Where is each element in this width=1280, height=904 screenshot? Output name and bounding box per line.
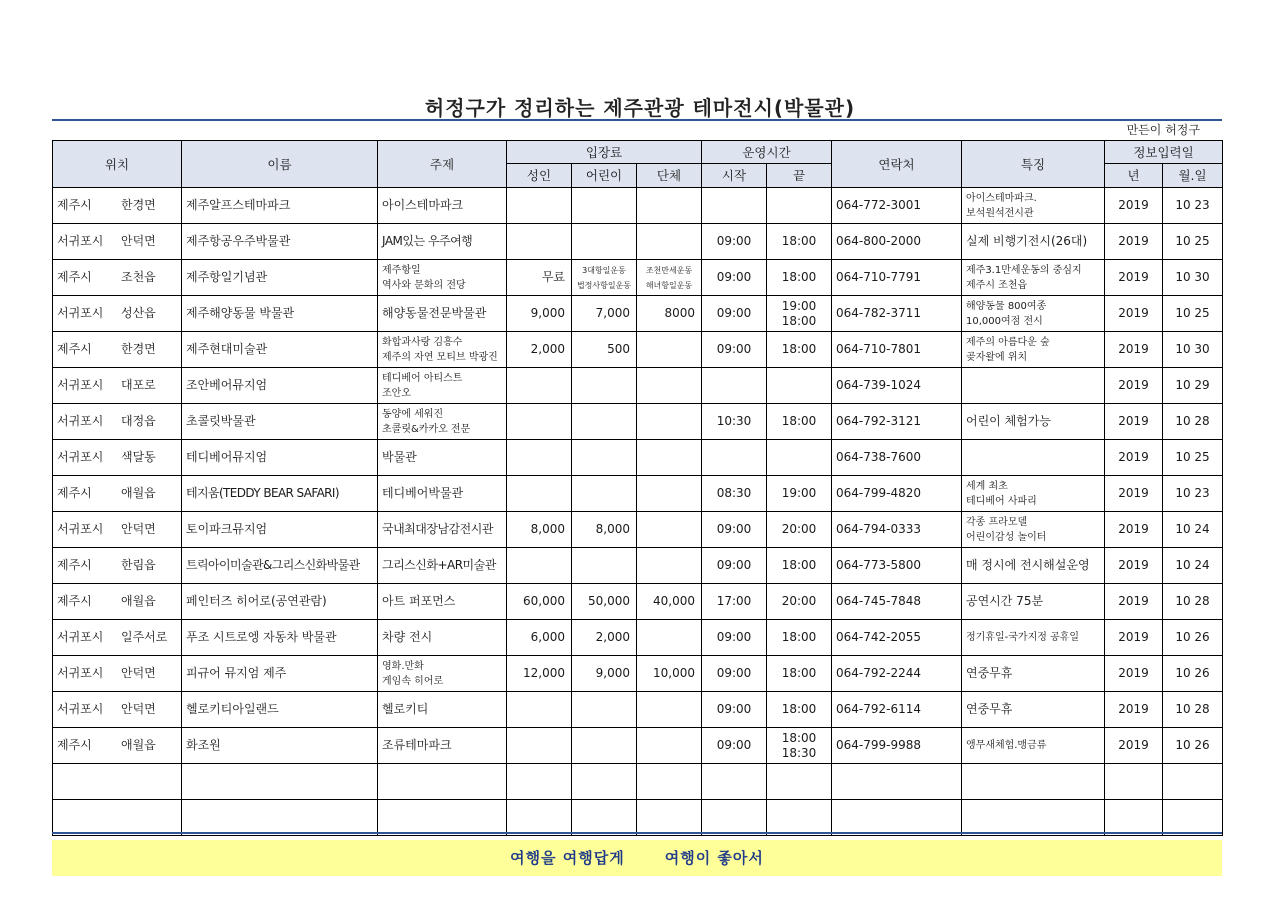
cell-contact: 064-792-2244 xyxy=(832,656,962,692)
cell-fee-adult xyxy=(507,548,572,584)
cell-theme: 테디베어박물관 xyxy=(378,476,507,512)
empty-cell xyxy=(378,800,507,836)
header-feature: 특징 xyxy=(962,141,1105,188)
header-fee-group: 단체 xyxy=(637,164,702,188)
cell-year: 2019 xyxy=(1105,404,1163,440)
empty-cell xyxy=(702,764,767,800)
location-town: 대정읍 xyxy=(121,414,156,428)
cell-contact: 064-799-4820 xyxy=(832,476,962,512)
cell-monthday: 10 26 xyxy=(1163,728,1223,764)
cell-hours-end xyxy=(767,368,832,404)
cell-fee-child xyxy=(572,188,637,224)
empty-cell xyxy=(962,764,1105,800)
cell-hours-end: 18:00 xyxy=(767,548,832,584)
location-city: 제주시 xyxy=(57,486,92,500)
empty-cell xyxy=(182,764,378,800)
cell-year: 2019 xyxy=(1105,512,1163,548)
author-label: 만든이 허정구 xyxy=(1126,123,1200,137)
table-row xyxy=(53,548,1223,584)
cell-feature: 연중무휴 xyxy=(962,692,1105,728)
empty-cell xyxy=(572,800,637,836)
cell-theme: 조류테마파크 xyxy=(378,728,507,764)
table-row xyxy=(53,476,1223,512)
empty-cell xyxy=(1163,764,1223,800)
cell-fee-child xyxy=(572,368,637,404)
cell-monthday: 10 29 xyxy=(1163,368,1223,404)
table-row xyxy=(53,404,1223,440)
location-town: 안덕면 xyxy=(121,666,156,680)
cell-location xyxy=(53,224,182,260)
cell-hours-start xyxy=(702,368,767,404)
cell-hours-start: 09:00 xyxy=(702,656,767,692)
cell-monthday: 10 28 xyxy=(1163,404,1223,440)
cell-fee-group xyxy=(637,548,702,584)
location-city: 서귀포시 xyxy=(57,630,104,644)
cell-hours-end: 18:00 18:30 xyxy=(767,728,832,764)
cell-fee-group: 10,000 xyxy=(637,656,702,692)
location-town: 애월읍 xyxy=(121,486,156,500)
cell-fee-child: 3대항일운동 법정사항일운동 xyxy=(572,260,637,296)
header-year: 년 xyxy=(1105,164,1163,188)
location-city: 제주시 xyxy=(57,558,92,572)
cell-location xyxy=(53,260,182,296)
table-row xyxy=(53,440,1223,476)
cell-theme: 화합과사랑 김흥수 제주의 자연 모티브 박광진 xyxy=(378,332,507,368)
cell-hours-start: 09:00 xyxy=(702,296,767,332)
cell-location xyxy=(53,188,182,224)
cell-monthday: 10 23 xyxy=(1163,476,1223,512)
table-row xyxy=(53,368,1223,404)
table-row xyxy=(53,584,1223,620)
location-town: 안덕면 xyxy=(121,702,156,716)
cell-name: 제주항일기념관 xyxy=(182,260,378,296)
cell-fee-child: 50,000 xyxy=(572,584,637,620)
page-title: 허정구가 정리하는 제주관광 테마전시(박물관) xyxy=(424,96,856,120)
cell-theme: 아트 퍼포먼스 xyxy=(378,584,507,620)
cell-contact: 064-710-7801 xyxy=(832,332,962,368)
bottom-divider xyxy=(52,832,1222,834)
cell-fee-child xyxy=(572,728,637,764)
cell-name: 조안베어뮤지엄 xyxy=(182,368,378,404)
empty-row xyxy=(53,800,1223,836)
cell-fee-group xyxy=(637,224,702,260)
location-city: 서귀포시 xyxy=(57,666,104,680)
cell-fee-child xyxy=(572,692,637,728)
empty-cell xyxy=(53,764,182,800)
cell-feature: 아이스테마파크. 보석원석전시관 xyxy=(962,188,1105,224)
cell-fee-adult xyxy=(507,476,572,512)
location-city: 서귀포시 xyxy=(57,306,104,320)
location-town: 조천읍 xyxy=(121,270,156,284)
cell-hours-end: 19:00 18:00 xyxy=(767,296,832,332)
cell-year: 2019 xyxy=(1105,656,1163,692)
table-row xyxy=(53,512,1223,548)
location-town: 일주서로 xyxy=(121,630,168,644)
cell-fee-group: 조천만세운동 해녀항일운동 xyxy=(637,260,702,296)
cell-hours-start: 09:00 xyxy=(702,260,767,296)
cell-fee-adult xyxy=(507,440,572,476)
museum-table xyxy=(52,140,1223,836)
cell-year: 2019 xyxy=(1105,692,1163,728)
table-row xyxy=(53,728,1223,764)
cell-fee-child: 500 xyxy=(572,332,637,368)
cell-monthday: 10 24 xyxy=(1163,512,1223,548)
cell-name: 토이파크뮤지엄 xyxy=(182,512,378,548)
cell-fee-group xyxy=(637,728,702,764)
cell-hours-start: 17:00 xyxy=(702,584,767,620)
location-town: 한경면 xyxy=(121,342,156,356)
cell-theme: 차량 전시 xyxy=(378,620,507,656)
cell-hours-end xyxy=(767,188,832,224)
cell-name: 화조원 xyxy=(182,728,378,764)
cell-hours-start: 09:00 xyxy=(702,512,767,548)
cell-feature: 연중무휴 xyxy=(962,656,1105,692)
cell-feature: 매 정시에 전시해설운영 xyxy=(962,548,1105,584)
cell-theme: JAM있는 우주여행 xyxy=(378,224,507,260)
cell-monthday: 10 23 xyxy=(1163,188,1223,224)
cell-fee-adult: 6,000 xyxy=(507,620,572,656)
cell-hours-end: 18:00 xyxy=(767,404,832,440)
footer-slogan-left: 여행을 여행답게 xyxy=(510,849,625,867)
cell-hours-end: 18:00 xyxy=(767,224,832,260)
table-row xyxy=(53,224,1223,260)
cell-fee-adult xyxy=(507,224,572,260)
cell-fee-group xyxy=(637,332,702,368)
location-town: 애월읍 xyxy=(121,594,156,608)
cell-location xyxy=(53,296,182,332)
header-fee-adult: 성인 xyxy=(507,164,572,188)
cell-name: 제주알프스테마파크 xyxy=(182,188,378,224)
empty-cell xyxy=(507,764,572,800)
location-city: 제주시 xyxy=(57,270,92,284)
header-theme: 주제 xyxy=(378,141,507,188)
location-town: 성산읍 xyxy=(121,306,156,320)
cell-feature: 실제 비행기전시(26대) xyxy=(962,224,1105,260)
cell-monthday: 10 26 xyxy=(1163,656,1223,692)
cell-theme: 그리스신화+AR미술관 xyxy=(378,548,507,584)
cell-fee-group xyxy=(637,512,702,548)
cell-feature xyxy=(962,440,1105,476)
cell-name: 테디베어뮤지엄 xyxy=(182,440,378,476)
cell-fee-adult: 2,000 xyxy=(507,332,572,368)
cell-hours-start: 10:30 xyxy=(702,404,767,440)
cell-feature: 제주3.1만세운동의 중심지 제주시 조천읍 xyxy=(962,260,1105,296)
cell-hours-end: 20:00 xyxy=(767,584,832,620)
cell-hours-start: 09:00 xyxy=(702,728,767,764)
cell-theme: 해양동물전문박물관 xyxy=(378,296,507,332)
cell-name: 제주해양동물 박물관 xyxy=(182,296,378,332)
table-row xyxy=(53,692,1223,728)
cell-contact: 064-742-2055 xyxy=(832,620,962,656)
cell-monthday: 10 25 xyxy=(1163,440,1223,476)
cell-fee-group xyxy=(637,476,702,512)
table-row xyxy=(53,188,1223,224)
cell-year: 2019 xyxy=(1105,368,1163,404)
cell-location xyxy=(53,332,182,368)
table-row xyxy=(53,332,1223,368)
cell-fee-child xyxy=(572,548,637,584)
cell-contact: 064-794-0333 xyxy=(832,512,962,548)
cell-theme: 테디베어 아티스트 조안오 xyxy=(378,368,507,404)
cell-fee-adult: 60,000 xyxy=(507,584,572,620)
cell-year: 2019 xyxy=(1105,188,1163,224)
cell-monthday: 10 25 xyxy=(1163,224,1223,260)
cell-location xyxy=(53,404,182,440)
cell-contact: 064-792-3121 xyxy=(832,404,962,440)
table-body xyxy=(53,188,1223,836)
header-info-date: 정보입력일 xyxy=(1105,141,1223,164)
cell-location xyxy=(53,368,182,404)
cell-fee-child xyxy=(572,476,637,512)
cell-fee-group xyxy=(637,368,702,404)
cell-year: 2019 xyxy=(1105,548,1163,584)
cell-fee-group xyxy=(637,692,702,728)
table-row xyxy=(53,620,1223,656)
cell-hours-end: 18:00 xyxy=(767,692,832,728)
cell-year: 2019 xyxy=(1105,620,1163,656)
empty-cell xyxy=(182,800,378,836)
cell-fee-adult xyxy=(507,728,572,764)
cell-fee-group: 40,000 xyxy=(637,584,702,620)
cell-hours-start: 08:30 xyxy=(702,476,767,512)
empty-cell xyxy=(572,764,637,800)
cell-fee-group xyxy=(637,188,702,224)
cell-location xyxy=(53,728,182,764)
location-town: 색달동 xyxy=(121,450,156,464)
cell-theme: 영화.만화 게임속 히어로 xyxy=(378,656,507,692)
cell-year: 2019 xyxy=(1105,440,1163,476)
cell-location xyxy=(53,440,182,476)
cell-feature: 앵무새체험.맹금류 xyxy=(962,728,1105,764)
cell-name: 헬로키티아일랜드 xyxy=(182,692,378,728)
cell-location xyxy=(53,656,182,692)
location-city: 서귀포시 xyxy=(57,522,104,536)
cell-theme: 헬로키티 xyxy=(378,692,507,728)
cell-year: 2019 xyxy=(1105,476,1163,512)
cell-monthday: 10 24 xyxy=(1163,548,1223,584)
location-town: 애월읍 xyxy=(121,738,156,752)
header-fee-child: 어린이 xyxy=(572,164,637,188)
location-town: 한림읍 xyxy=(121,558,156,572)
empty-cell xyxy=(1105,800,1163,836)
cell-location xyxy=(53,476,182,512)
cell-hours-start: 09:00 xyxy=(702,332,767,368)
empty-cell xyxy=(832,800,962,836)
cell-name: 푸조 시트로엥 자동차 박물관 xyxy=(182,620,378,656)
table-row xyxy=(53,656,1223,692)
empty-cell xyxy=(767,800,832,836)
cell-contact: 064-792-6114 xyxy=(832,692,962,728)
cell-fee-adult: 8,000 xyxy=(507,512,572,548)
empty-row xyxy=(53,764,1223,800)
cell-year: 2019 xyxy=(1105,584,1163,620)
cell-name: 피규어 뮤지엄 제주 xyxy=(182,656,378,692)
cell-theme: 국내최대장남감전시관 xyxy=(378,512,507,548)
empty-cell xyxy=(1105,764,1163,800)
empty-cell xyxy=(1163,800,1223,836)
cell-monthday: 10 28 xyxy=(1163,692,1223,728)
empty-cell xyxy=(702,800,767,836)
cell-year: 2019 xyxy=(1105,728,1163,764)
title-divider xyxy=(52,119,1222,121)
cell-year: 2019 xyxy=(1105,296,1163,332)
cell-fee-child: 2,000 xyxy=(572,620,637,656)
location-city: 서귀포시 xyxy=(57,234,104,248)
cell-hours-start xyxy=(702,188,767,224)
cell-fee-adult xyxy=(507,368,572,404)
cell-name: 테지움(TEDDY BEAR SAFARI) xyxy=(182,476,378,512)
empty-cell xyxy=(53,800,182,836)
cell-theme: 아이스테마파크 xyxy=(378,188,507,224)
cell-fee-child: 9,000 xyxy=(572,656,637,692)
cell-contact: 064-800-2000 xyxy=(832,224,962,260)
header-name: 이름 xyxy=(182,141,378,188)
empty-cell xyxy=(507,800,572,836)
cell-fee-child xyxy=(572,404,637,440)
cell-contact: 064-772-3001 xyxy=(832,188,962,224)
cell-monthday: 10 26 xyxy=(1163,620,1223,656)
cell-location xyxy=(53,512,182,548)
cell-contact: 064-710-7791 xyxy=(832,260,962,296)
cell-hours-end: 18:00 xyxy=(767,260,832,296)
cell-year: 2019 xyxy=(1105,224,1163,260)
header-monthday: 월.일 xyxy=(1163,164,1223,188)
location-city: 제주시 xyxy=(57,738,92,752)
cell-hours-start xyxy=(702,440,767,476)
location-city: 서귀포시 xyxy=(57,702,104,716)
location-city: 제주시 xyxy=(57,342,92,356)
cell-contact: 064-773-5800 xyxy=(832,548,962,584)
header-contact: 연락처 xyxy=(832,141,962,188)
cell-hours-start: 09:00 xyxy=(702,692,767,728)
location-town: 안덕면 xyxy=(121,234,156,248)
cell-fee-group: 8000 xyxy=(637,296,702,332)
table-row xyxy=(53,260,1223,296)
location-town: 안덕면 xyxy=(121,522,156,536)
cell-hours-end xyxy=(767,440,832,476)
empty-cell xyxy=(378,764,507,800)
header-hours-start: 시작 xyxy=(702,164,767,188)
cell-monthday: 10 30 xyxy=(1163,260,1223,296)
footer-banner xyxy=(52,840,1222,876)
cell-year: 2019 xyxy=(1105,332,1163,368)
location-city: 서귀포시 xyxy=(57,450,104,464)
cell-fee-adult: 12,000 xyxy=(507,656,572,692)
cell-theme: 제주항일 역사와 문화의 전당 xyxy=(378,260,507,296)
location-city: 서귀포시 xyxy=(57,378,104,392)
cell-fee-group xyxy=(637,620,702,656)
cell-fee-adult: 9,000 xyxy=(507,296,572,332)
cell-fee-child: 8,000 xyxy=(572,512,637,548)
footer-slogan-right: 여행이 좋아서 xyxy=(664,849,764,867)
cell-feature: 해양동물 800여종 10,000여점 전시 xyxy=(962,296,1105,332)
cell-hours-end: 19:00 xyxy=(767,476,832,512)
cell-contact: 064-738-7600 xyxy=(832,440,962,476)
empty-cell xyxy=(637,800,702,836)
cell-hours-end: 20:00 xyxy=(767,512,832,548)
cell-hours-end: 18:00 xyxy=(767,620,832,656)
cell-feature: 어린이 체험가능 xyxy=(962,404,1105,440)
cell-fee-adult xyxy=(507,404,572,440)
cell-monthday: 10 28 xyxy=(1163,584,1223,620)
header-fee: 입장료 xyxy=(507,141,702,164)
cell-hours-end: 18:00 xyxy=(767,656,832,692)
empty-cell xyxy=(832,764,962,800)
cell-location xyxy=(53,620,182,656)
cell-fee-adult xyxy=(507,188,572,224)
cell-feature: 정기휴일-국가지정 공휴일 xyxy=(962,620,1105,656)
cell-name: 제주항공우주박물관 xyxy=(182,224,378,260)
cell-hours-start: 09:00 xyxy=(702,548,767,584)
cell-location xyxy=(53,548,182,584)
cell-feature: 제주의 아름다운 숲 곶자왈에 위치 xyxy=(962,332,1105,368)
cell-fee-group xyxy=(637,440,702,476)
cell-feature: 각종 프라모델 어린이감성 놀이터 xyxy=(962,512,1105,548)
cell-fee-child: 7,000 xyxy=(572,296,637,332)
cell-contact: 064-745-7848 xyxy=(832,584,962,620)
cell-fee-adult xyxy=(507,692,572,728)
cell-feature xyxy=(962,368,1105,404)
empty-cell xyxy=(767,764,832,800)
cell-monthday: 10 25 xyxy=(1163,296,1223,332)
cell-feature: 세계 최초 테디베어 사파리 xyxy=(962,476,1105,512)
cell-name: 초콜릿박물관 xyxy=(182,404,378,440)
cell-feature: 공연시간 75분 xyxy=(962,584,1105,620)
empty-cell xyxy=(637,764,702,800)
cell-fee-group xyxy=(637,404,702,440)
cell-contact: 064-799-9988 xyxy=(832,728,962,764)
cell-location xyxy=(53,692,182,728)
header-location: 위치 xyxy=(53,141,182,188)
location-city: 제주시 xyxy=(57,198,92,212)
header-hours-end: 끝 xyxy=(767,164,832,188)
cell-theme: 박물관 xyxy=(378,440,507,476)
cell-location xyxy=(53,584,182,620)
cell-name: 페인터즈 히어로(공연관람) xyxy=(182,584,378,620)
cell-contact: 064-739-1024 xyxy=(832,368,962,404)
empty-cell xyxy=(962,800,1105,836)
header-hours: 운영시간 xyxy=(702,141,832,164)
cell-fee-child xyxy=(572,224,637,260)
cell-monthday: 10 30 xyxy=(1163,332,1223,368)
cell-name: 제주현대미술관 xyxy=(182,332,378,368)
cell-year: 2019 xyxy=(1105,260,1163,296)
cell-contact: 064-782-3711 xyxy=(832,296,962,332)
cell-hours-start: 09:00 xyxy=(702,620,767,656)
location-city: 제주시 xyxy=(57,594,92,608)
location-town: 대포로 xyxy=(121,378,156,392)
table-row xyxy=(53,296,1223,332)
location-city: 서귀포시 xyxy=(57,414,104,428)
cell-theme: 동양에 세워진 초콜릿&카카오 전문 xyxy=(378,404,507,440)
cell-fee-child xyxy=(572,440,637,476)
cell-fee-adult: 무료 xyxy=(507,260,572,296)
cell-name: 트릭아이미술관&그리스신화박물관 xyxy=(182,548,378,584)
location-town: 한경면 xyxy=(121,198,156,212)
cell-hours-end: 18:00 xyxy=(767,332,832,368)
cell-hours-start: 09:00 xyxy=(702,224,767,260)
